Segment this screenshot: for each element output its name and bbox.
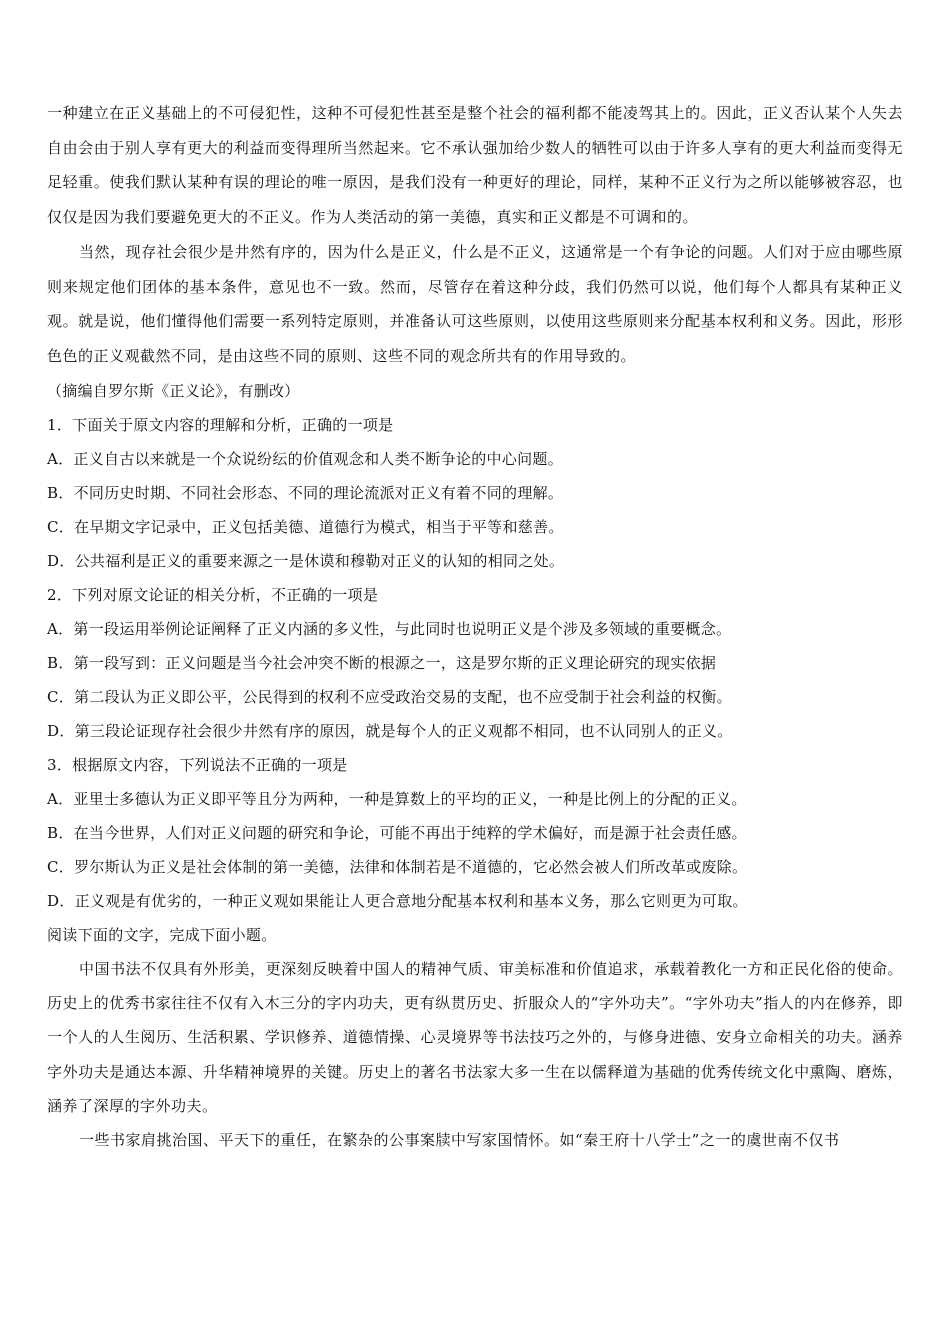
question-2 [47, 578, 903, 748]
option-b[interactable]: B．在当今世界，人们对正义问题的研究和争论，可能不再出于纯粹的学术偏好，而是源于社会责任感。 [47, 823, 747, 842]
passage2-paragraph: 中国书法不仅具有外形美，更深刻反映着中国人的精神气质、审美标准和价值追求，承载着教化一方和正民化俗的使命。历史上的优秀书家往往不仅有入木三分的字内功夫，更有纵贯历史、折服众人的“字外功夫”。“字外功夫”指人的内在修养，即一个人的人生阅历、生活积累、学识修养、道德情操、心灵境界等书法技巧之外的，与修身进德、安身立命相关的功夫。涵养字外功夫是通达本源、升华精神境界的关键。历史上的著名书法家大多一生在以儒释道为基础的优秀传统文化中熏陶、磨炼，涵养了深厚的字外功夫。 [47, 959, 903, 1115]
option-a[interactable]: A．亚里士多德认为正义即平等且分为两种，一种是算数上的平均的正义，一种是比例上的分配的正义。 [47, 789, 747, 808]
option-d[interactable]: D．公共福利是正义的重要来源之一是休谟和穆勒对正义的认知的相同之处。 [47, 551, 565, 570]
question-3 [47, 748, 903, 918]
passage1-paragraph: 当然，现存社会很少是井然有序的，因为什么是正义，什么是不正义，这通常是一个有争论的问题。人们对于应由哪些原则来规定他们团体的基本条件，意见也不一致。然而，尽管存在着这种分歧，我们仍然可以说，他们每个人都具有某种正义观。就是说，他们懂得他们需要一系列特定原则，并准备认可这些原则，以使用这些原则来分配基本权利和义务。因此，形形色色的正义观截然不同，是由这些不同的原则、这些不同的观念所共有的作用导致的。 [47, 242, 903, 365]
option-c[interactable]: C．在早期文字记录中，正义包括美德、道德行为模式，相当于平等和慈善。 [47, 517, 564, 536]
option-c[interactable]: C．第二段认为正义即公平，公民得到的权利不应受政治交易的支配，也不应受制于社会利益的权衡。 [47, 687, 732, 706]
question-stem: 2．下列对原文论证的相关分析，不正确的一项是 [47, 585, 379, 604]
passage2-instruction: 阅读下面的文字，完成下面小题。 [47, 925, 277, 944]
question-stem: 3．根据原文内容，下列说法不正确的一项是 [47, 755, 348, 774]
option-d[interactable]: D．第三段论证现存社会很少井然有序的原因，就是每个人的正义观都不相同，也不认同别人的正义。 [47, 721, 733, 740]
question-1 [47, 408, 903, 578]
passage2-paragraph: 一些书家肩挑治国、平天下的重任，在繁杂的公事案牍中写家国情怀。如“秦王府十八学士”之一的虞世南不仅书 [79, 1131, 840, 1150]
option-a[interactable]: A．第一段运用举例论证阐释了正义内涵的多义性，与此同时也说明正义是个涉及多领域的重要概念。 [47, 619, 732, 638]
option-b[interactable]: B．不同历史时期、不同社会形态、不同的理论流派对正义有着不同的理解。 [47, 483, 564, 502]
exam-page [47, 96, 903, 1157]
option-c[interactable]: C．罗尔斯认为正义是社会体制的第一美德，法律和体制若是不道德的，它必然会被人们所改革或废除。 [47, 857, 748, 876]
passage1-paragraph: 一种建立在正义基础上的不可侵犯性，这种不可侵犯性甚至是整个社会的福利都不能凌驾其上的。因此，正义否认某个人失去自由会由于别人享有更大的利益而变得理所当然起来。它不承认强加给少数人的牺牲可以由于许多人享有的更大利益而变得无足轻重。使我们默认某种有误的理论的唯一原因，是我们没有一种更好的理论，同样，某种不正义行为之所以能够被容忍，也仅仅是因为我们要避免更大的不正义。作为人类活动的第一美德，真实和正义都是不可调和的。 [47, 104, 903, 227]
option-b[interactable]: B．第一段写到：正义问题是当今社会冲突不断的根源之一，这是罗尔斯的正义理论研究的现实依据 [47, 653, 717, 672]
option-a[interactable]: A．正义自古以来就是一个众说纷纭的价值观念和人类不断争论的中心问题。 [47, 449, 564, 468]
option-d[interactable]: D．正义观是有优劣的，一种正义观如果能让人更合意地分配基本权利和基本义务，那么它则更为可取。 [47, 891, 748, 910]
question-stem: 1．下面关于原文内容的理解和分析，正确的一项是 [47, 415, 394, 434]
passage1-source: （摘编自罗尔斯《正义论》，有删改） [47, 381, 300, 400]
